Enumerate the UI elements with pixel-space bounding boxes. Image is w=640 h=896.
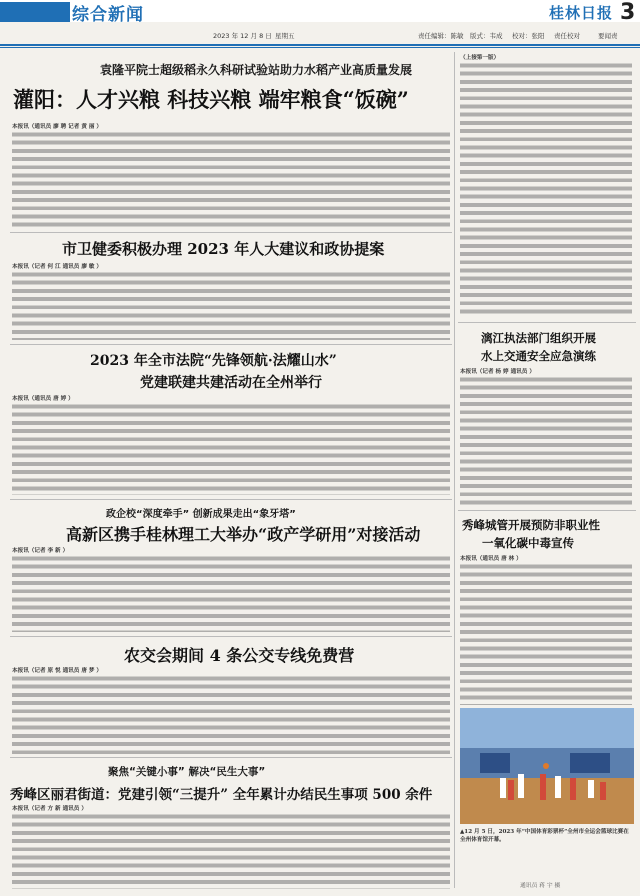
- proof-credit: 校对：张阳: [512, 32, 545, 40]
- article-divider-3: [10, 499, 452, 500]
- newspaper-brand: 桂林日报: [549, 4, 614, 22]
- masthead-accent: [0, 2, 70, 22]
- column-divider: [454, 52, 455, 888]
- basketball-game-image: [460, 708, 634, 824]
- article-6-body: [12, 805, 450, 889]
- page-number: 3: [620, 0, 636, 25]
- article-1-text: [12, 131, 450, 228]
- article-5-lead: 本报讯（记者 原 悦 通讯员 唐 梦 ）: [12, 668, 102, 674]
- article-2-headline: 市卫健委积极办理 2023 年人大建议和政协提案: [62, 240, 385, 258]
- article-3-headline-2: 党建联建共建活动在全州举行: [140, 375, 322, 391]
- article-1-headline: 灌阳：人才兴粮 科技兴粮 端牢粮食“饭碗”: [13, 87, 409, 112]
- article-6-headline: 秀峰区丽君街道：党建引领“三提升” 全年累计办结民生事项 500 余件: [10, 787, 433, 803]
- right-divider-2: [458, 510, 636, 511]
- article-7-lead: 本报讯（记者 杨 婷 通讯员 ）: [460, 369, 535, 375]
- article-4-lead: 本报讯（记者 李 新 ）: [12, 548, 69, 554]
- article-8-headline-2: 一氧化碳中毒宣传: [482, 536, 574, 550]
- continued-article-body: [460, 54, 632, 316]
- article-divider-5: [10, 757, 452, 758]
- article-7-headline-2: 水上交通安全应急演练: [481, 349, 596, 363]
- article-4-body: [12, 547, 450, 632]
- article-divider-1: [10, 232, 452, 233]
- continued-marker: （上接第一版）: [460, 55, 500, 61]
- article-2-lead: 本报讯（记者 何 江 通讯员 廖 敏 ）: [12, 264, 102, 270]
- editor-credit: 责任编辑：陈敏: [418, 32, 464, 40]
- layout-credit: 版式：韦成: [470, 32, 503, 40]
- article-5-text: [12, 675, 450, 754]
- article-divider-2: [10, 344, 452, 345]
- supervisor-credit: 要闻责: [598, 32, 618, 40]
- article-1-lead: 本报讯（通讯员 廖 聘 记者 黄 丽 ）: [12, 124, 102, 130]
- article-4-text: [12, 555, 450, 632]
- article-8-text: [460, 563, 632, 705]
- article-7-headline: 漓江执法部门组织开展: [481, 331, 596, 345]
- issue-date: 2023 年 12 月 8 日: [213, 32, 272, 40]
- article-3-text: [12, 403, 450, 495]
- photo-caption: ▲12 月 5 日，2023 年“中国体育彩票杯”全州市全运会篮球比赛在全州体育馆开幕。: [460, 829, 629, 844]
- issue-info-line: [0, 31, 640, 43]
- article-7-body: [460, 368, 632, 506]
- section-title: 综合新闻: [72, 5, 144, 25]
- article-6-lead: 本报讯（记者 方 新 通讯员 ）: [12, 806, 87, 812]
- article-5-headline: 农交会期间 4 条公交专线免费营: [124, 646, 355, 665]
- article-8-body: [460, 555, 632, 705]
- continued-article-text: [460, 62, 632, 316]
- article-8-headline: 秀峰城管开展预防非职业性: [462, 518, 600, 532]
- masthead-rule: [0, 44, 640, 46]
- article-8-lead: 本报讯（通讯员 唐 林 ）: [460, 556, 522, 562]
- article-7-text: [460, 376, 632, 506]
- photo-credit: 通讯员 蒋 宇 摄: [520, 883, 561, 889]
- article-3-body: [12, 395, 450, 495]
- article-6-text: [12, 813, 450, 889]
- masthead-rule-thin: [0, 47, 640, 48]
- article-1-body: [12, 123, 450, 228]
- article-4-kicker: 政企校“深度牵手” 创新成果走出“象牙塔”: [106, 509, 296, 520]
- article-5-body: [12, 667, 450, 754]
- article-2-text: [12, 271, 450, 340]
- issue-weekday: 星期五: [275, 32, 295, 40]
- article-3-lead: 本报讯（通讯员 唐 婷 ）: [12, 396, 74, 402]
- reviewer-credit: 责任校对: [554, 32, 580, 40]
- article-6-kicker: 聚焦“关键小事” 解决“民生大事”: [108, 766, 266, 778]
- basketball-photo: [460, 708, 634, 824]
- article-2-body: [12, 263, 450, 340]
- article-4-headline: 高新区携手桂林理工大举办“政产学研用”对接活动: [66, 525, 421, 544]
- right-divider-1: [458, 322, 636, 323]
- article-3-headline: 2023 年全市法院“先锋领航·法耀山水”: [90, 353, 337, 369]
- article-1-subhead: 袁隆平院士超级稻永久科研试验站助力水稻产业高质量发展: [100, 63, 413, 77]
- article-divider-4: [10, 636, 452, 637]
